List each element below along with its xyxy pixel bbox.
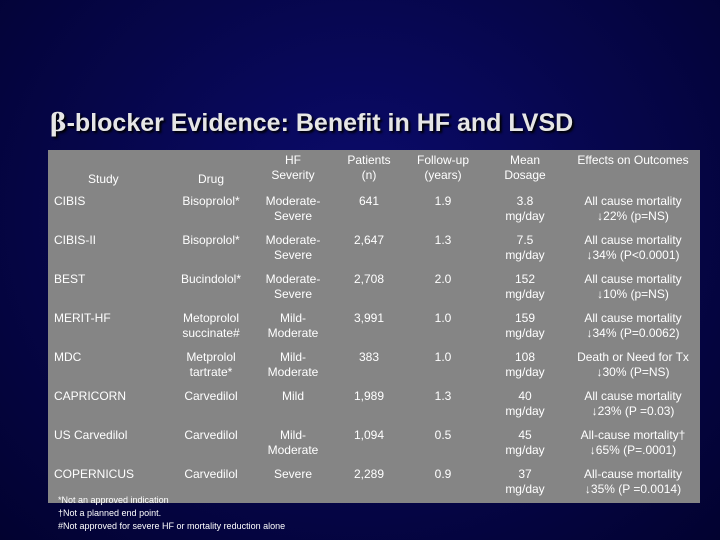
drug-cell (166, 389, 256, 404)
study-cell (54, 350, 174, 365)
severity-cell-line: Severe (273, 209, 313, 223)
dosage-cell-line: 45 (518, 428, 532, 442)
effect-result (566, 287, 700, 302)
footnote-not-approved-severe: #Not approved for severe HF or mortality reduction alone (58, 521, 286, 531)
study-cell (54, 233, 174, 248)
down-arrow-icon: ↓ (589, 443, 596, 457)
study-cell-line: CIBIS (54, 194, 86, 208)
header-dosage-line2: Dosage (504, 168, 546, 182)
severity-cell-line: Mild- (280, 428, 306, 442)
dosage-cell (480, 233, 570, 263)
dosage-cell-line: 40 (518, 389, 532, 403)
dosage-cell-line: mg/day (505, 326, 545, 340)
effect-cell (566, 389, 700, 419)
drug-cell (166, 350, 256, 380)
study-cell-line: CAPRICORN (54, 389, 127, 403)
effect-cell (566, 350, 700, 380)
dosage-cell-line: 108 (514, 350, 536, 364)
study-cell (54, 194, 174, 209)
header-patients-line2: (n) (361, 168, 377, 182)
down-arrow-icon: ↓ (597, 209, 604, 223)
effect-cell (566, 194, 700, 224)
followup-cell-line: 1.3 (434, 389, 452, 403)
effect-result (566, 326, 700, 341)
effect-result (566, 209, 700, 224)
title-beta-symbol: β (50, 108, 67, 137)
study-cell-line: MERIT-HF (54, 311, 111, 325)
dosage-cell (480, 467, 570, 497)
drug-cell (166, 194, 256, 209)
drug-cell-line: succinate# (182, 326, 240, 340)
table-row (48, 348, 700, 387)
effect-percentage: 65% (P=.0001) (595, 443, 677, 457)
drug-cell (166, 467, 256, 482)
header-followup-line2: (years) (424, 168, 462, 182)
drug-cell-line: Carvedilol (184, 389, 238, 403)
header-dosage-line1: Mean (509, 153, 541, 167)
drug-cell-line: Metprolol (186, 350, 236, 364)
dosage-cell-line: mg/day (505, 365, 545, 379)
effect-outcome: All cause mortality (584, 233, 682, 247)
effect-outcome: All-cause mortality† (580, 428, 686, 442)
patients-cell-line: 1,989 (353, 389, 385, 403)
header-mean-dosage (480, 153, 570, 183)
study-cell-line: US Carvedilol (54, 428, 128, 442)
drug-cell-line: Bisoprolol* (182, 194, 240, 208)
severity-cell-line: Moderate (267, 326, 319, 340)
followup-cell-line: 1.3 (434, 233, 452, 247)
effect-percentage: 30% (P=NS) (602, 365, 670, 379)
study-cell-line: BEST (54, 272, 86, 286)
followup-cell (398, 389, 488, 404)
dosage-cell (480, 428, 570, 458)
dosage-cell-line: 159 (514, 311, 536, 325)
header-drug: Drug (197, 172, 224, 186)
effect-outcome: Death or Need for Tx (577, 350, 689, 364)
study-cell (54, 311, 174, 326)
down-arrow-icon: ↓ (591, 404, 598, 418)
evidence-table (48, 150, 700, 503)
footnote-not-planned: †Not a planned end point. (58, 508, 162, 518)
header-study: Study (88, 172, 119, 186)
severity-cell-line: Severe (273, 287, 313, 301)
footnote-not-approved: *Not an approved indication (58, 495, 169, 505)
dosage-cell-line: mg/day (505, 248, 545, 262)
effect-result (566, 404, 700, 419)
study-cell (54, 428, 174, 443)
drug-cell (166, 311, 256, 341)
severity-cell-line: Moderate- (265, 194, 321, 208)
dosage-cell-line: mg/day (505, 404, 545, 418)
drug-cell (166, 428, 256, 443)
table-row (48, 192, 700, 231)
followup-cell-line: 1.0 (434, 350, 452, 364)
effect-cell (566, 467, 700, 497)
severity-cell-line: Mild- (280, 350, 306, 364)
patients-cell-line: 641 (358, 194, 380, 208)
severity-cell-line: Severe (273, 467, 313, 481)
header-severity-line2: Severity (271, 168, 315, 182)
effect-cell (566, 272, 700, 302)
header-severity-line1: HF (285, 153, 301, 167)
followup-cell-line: 0.9 (434, 467, 452, 481)
header-patients-line1: Patients (347, 153, 391, 167)
effect-outcome: All cause mortality (584, 311, 682, 325)
drug-cell-line: Bisoprolol* (182, 233, 240, 247)
effect-result (566, 248, 700, 263)
dosage-cell-line: mg/day (505, 287, 545, 301)
drug-cell-line: Bucindolol* (180, 272, 242, 286)
effect-percentage: 10% (p=NS) (603, 287, 669, 301)
effect-percentage: 22% (p=NS) (603, 209, 669, 223)
followup-cell (398, 428, 488, 443)
down-arrow-icon: ↓ (586, 248, 593, 262)
effect-percentage: 35% (P =0.0014) (590, 482, 682, 496)
dosage-cell (480, 389, 570, 419)
followup-cell (398, 311, 488, 326)
drug-cell-line: Carvedilol (184, 428, 238, 442)
effect-percentage: 34% (P=0.0062) (592, 326, 680, 340)
severity-cell-line: Moderate- (265, 233, 321, 247)
down-arrow-icon: ↓ (584, 482, 591, 496)
effect-result (566, 482, 700, 497)
severity-cell-line: Mild (281, 389, 304, 403)
severity-cell-line: Moderate (267, 443, 319, 457)
drug-cell-line: Carvedilol (184, 467, 238, 481)
study-cell (54, 389, 174, 404)
followup-cell-line: 1.0 (434, 311, 452, 325)
followup-cell-line: 1.9 (434, 194, 452, 208)
effect-outcome: All cause mortality (584, 194, 682, 208)
dosage-cell-line: mg/day (505, 482, 545, 496)
effect-result (566, 443, 700, 458)
effect-cell (566, 311, 700, 341)
followup-cell-line: 2.0 (434, 272, 452, 286)
followup-cell (398, 467, 488, 482)
dosage-cell-line: mg/day (505, 443, 545, 457)
table-row (48, 387, 700, 426)
table-row (48, 309, 700, 348)
dosage-cell (480, 350, 570, 380)
effect-cell (566, 233, 700, 263)
dosage-cell (480, 272, 570, 302)
effect-outcome: All cause mortality (584, 272, 682, 286)
effect-cell (566, 428, 700, 458)
severity-cell-line: Moderate (267, 365, 319, 379)
down-arrow-icon: ↓ (596, 365, 603, 379)
followup-cell (398, 233, 488, 248)
dosage-cell-line: 152 (514, 272, 536, 286)
study-cell-line: CIBIS-II (54, 233, 97, 247)
patients-cell-line: 383 (358, 350, 380, 364)
patients-cell-line: 2,708 (353, 272, 385, 286)
header-followup (398, 153, 488, 183)
patients-cell-line: 2,647 (353, 233, 385, 247)
effect-outcome: All cause mortality (584, 389, 682, 403)
dosage-cell-line: 3.8 (516, 194, 534, 208)
drug-cell (166, 272, 256, 287)
footnotes (58, 494, 458, 533)
header-followup-line1: Follow-up (416, 153, 470, 167)
patients-cell-line: 2,289 (353, 467, 385, 481)
study-cell-line: MDC (54, 350, 82, 364)
followup-cell-line: 0.5 (434, 428, 452, 442)
study-cell-line: COPERNICUS (54, 467, 135, 481)
followup-cell (398, 350, 488, 365)
study-cell (54, 272, 174, 287)
study-cell (54, 467, 174, 482)
drug-cell-line: tartrate* (189, 365, 233, 379)
dosage-cell (480, 311, 570, 341)
followup-cell (398, 194, 488, 209)
table-row (48, 231, 700, 270)
severity-cell-line: Moderate- (265, 272, 321, 286)
drug-cell-line: Metoprolol (182, 311, 240, 325)
followup-cell (398, 272, 488, 287)
severity-cell-line: Mild- (280, 311, 306, 325)
slide-title (50, 108, 690, 142)
effect-outcome: All-cause mortality (583, 467, 683, 481)
header-effects: Effects on Outcomes (577, 153, 689, 167)
down-arrow-icon: ↓ (597, 287, 604, 301)
drug-cell (166, 233, 256, 248)
effect-result (566, 365, 700, 380)
patients-cell-line: 3,991 (353, 311, 385, 325)
dosage-cell-line: 7.5 (516, 233, 534, 247)
table-row (48, 270, 700, 309)
down-arrow-icon: ↓ (586, 326, 593, 340)
dosage-cell (480, 194, 570, 224)
title-text: -blocker Evidence: Benefit in HF and LVSD (66, 109, 574, 137)
table-row (48, 426, 700, 465)
effect-percentage: 23% (P =0.03) (597, 404, 675, 418)
effect-percentage: 34% (P<0.0001) (592, 248, 680, 262)
severity-cell-line: Severe (273, 248, 313, 262)
dosage-cell-line: 37 (518, 467, 532, 481)
dosage-cell-line: mg/day (505, 209, 545, 223)
patients-cell-line: 1,094 (353, 428, 385, 442)
